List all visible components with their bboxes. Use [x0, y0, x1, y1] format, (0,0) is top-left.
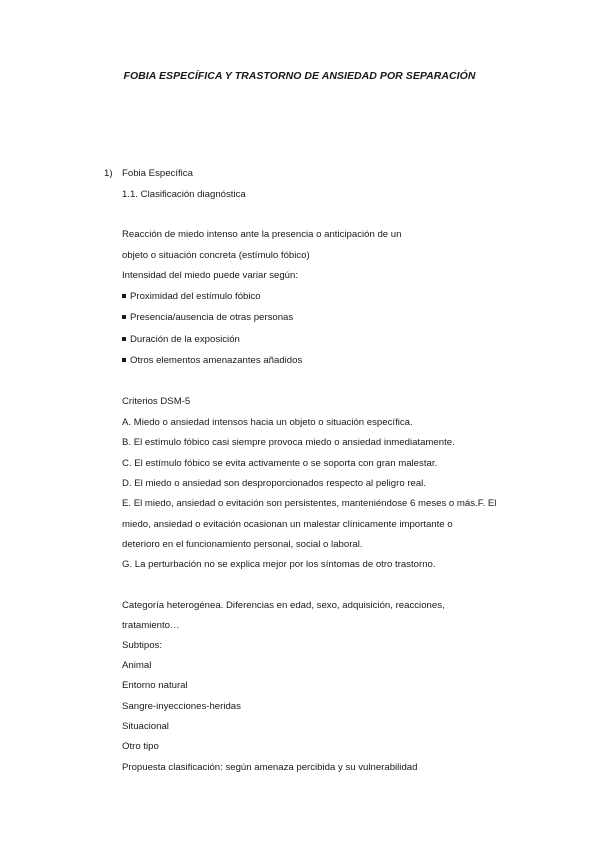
criteria-line: deterioro en el funcionamiento personal, social o laboral. — [122, 539, 363, 550]
document-title: FOBIA ESPECÍFICA Y TRASTORNO DE ANSIEDAD POR SEPARACIÓN — [123, 70, 476, 82]
bullet-item: Otros elementos amenazantes añadidos — [122, 355, 302, 367]
intro-line: Reacción de miedo intenso ante la presencia o anticipación de un — [122, 229, 402, 240]
criteria-line: E. El miedo, ansiedad o evitación son persistentes, manteniéndose 6 meses o más.F. El — [122, 498, 497, 509]
subsection-heading: 1.1. Clasificación diagnóstica — [122, 189, 246, 200]
intro-line: Intensidad del miedo puede variar según: — [122, 270, 299, 281]
criteria-line: A. Miedo o ansiedad intensos hacia un objeto o situación específica. — [122, 417, 413, 428]
subtypes-heading: Subtipos: — [122, 640, 163, 651]
intro-line: objeto o situación concreta (estímulo fóbico) — [122, 250, 310, 261]
bullet-item: Presencia/ausencia de otras personas — [122, 312, 293, 324]
category-line: Categoría heterogénea. Diferencias en edad, sexo, adquisición, reacciones, — [122, 600, 445, 611]
bullet-item: Proximidad del estímulo fóbico — [122, 291, 261, 303]
criteria-line: miedo, ansiedad o evitación ocasionan un malestar clínicamente importante o — [122, 519, 453, 530]
subtype-item: Situacional — [122, 721, 169, 732]
criteria-line: G. La perturbación no se explica mejor por los síntomas de otro trastorno. — [122, 559, 436, 570]
category-line: tratamiento… — [122, 620, 180, 631]
proposal-line: Propuesta clasificación: según amenaza percibida y su vulnerabilidad — [122, 762, 418, 773]
section-heading: Fobia Específica — [122, 168, 193, 179]
subtype-item: Animal — [122, 660, 152, 671]
subtype-item: Otro tipo — [122, 741, 159, 752]
section-number: 1) — [104, 168, 113, 179]
subtype-item: Sangre-inyecciones-heridas — [122, 701, 241, 712]
criteria-line: D. El miedo o ansiedad son desproporcionados respecto al peligro real. — [122, 478, 426, 489]
bullet-item: Duración de la exposición — [122, 334, 240, 346]
criteria-heading: Criterios DSM-5 — [122, 396, 191, 407]
criteria-line: C. El estímulo fóbico se evita activamente o se soporta con gran malestar. — [122, 458, 438, 469]
criteria-line: B. El estímulo fóbico casi siempre provoca miedo o ansiedad inmediatamente. — [122, 437, 455, 448]
subtype-item: Entorno natural — [122, 680, 188, 691]
